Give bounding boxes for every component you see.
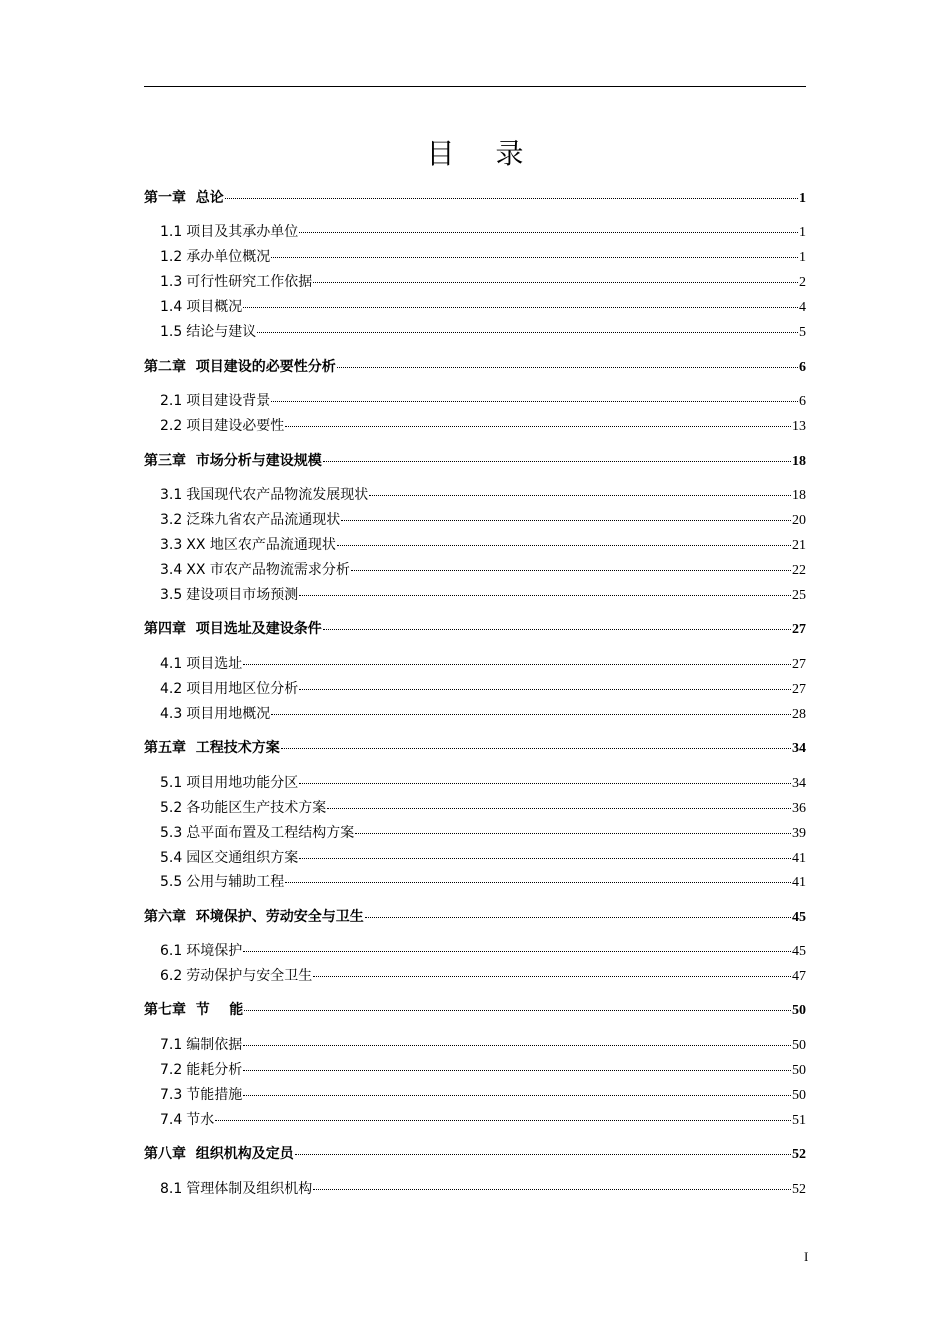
toc-section-entry[interactable] <box>160 797 806 819</box>
toc-entry-number: 3.5 <box>160 587 183 603</box>
toc-dot-leader <box>369 495 791 496</box>
toc-entry-label: 第六章 环境保护、劳动安全与卫生 <box>144 909 364 925</box>
toc-dot-leader <box>313 1189 791 1190</box>
toc-entry-label: 能耗分析 <box>186 1062 243 1078</box>
toc-section-entry[interactable] <box>160 321 806 343</box>
toc-section-entry[interactable] <box>160 1178 806 1200</box>
toc-dot-leader <box>215 1120 791 1121</box>
toc-entry-label: 总平面布置及工程结构方案 <box>186 825 355 841</box>
toc-entry-number: 6.1 <box>160 943 183 959</box>
toc-dot-leader <box>299 595 791 596</box>
toc-entry-page-number: 47 <box>792 969 806 984</box>
toc-entry-number: 2.2 <box>160 418 183 434</box>
toc-entry-label: 园区交通组织方案 <box>186 850 299 866</box>
toc-entry-label: 管理体制及组织机构 <box>186 1181 313 1197</box>
toc-dot-leader <box>351 570 791 571</box>
toc-section-entry[interactable] <box>160 1034 806 1056</box>
toc-entry-page-number: 21 <box>792 538 806 553</box>
toc-entry-number: 4.1 <box>160 656 183 672</box>
toc-entry-label: 我国现代农产品物流发展现状 <box>186 487 369 503</box>
toc-dot-leader <box>295 1154 791 1155</box>
toc-entry-number: 5.1 <box>160 775 183 791</box>
toc-entry-page-number: 18 <box>792 488 806 503</box>
toc-dot-leader <box>299 858 791 859</box>
toc-entry-page-number: 41 <box>792 875 806 890</box>
toc-chapter-entry[interactable] <box>144 906 806 928</box>
toc-entry-label: 结论与建议 <box>186 324 257 340</box>
toc-entry-label: 第三章 市场分析与建设规模 <box>144 453 322 469</box>
header-rule <box>144 86 806 87</box>
toc-entry-number: 4.2 <box>160 681 183 697</box>
toc-entry-page-number: 36 <box>792 801 806 816</box>
toc-entry-page-number: 45 <box>792 910 806 925</box>
toc-entry-label: 可行性研究工作依据 <box>186 274 313 290</box>
toc-entry-label: XX 地区农产品流通现状 <box>186 537 336 553</box>
toc-entry-page-number: 50 <box>792 1088 806 1103</box>
toc-entry-page-number: 52 <box>792 1147 806 1162</box>
toc-entry-number: 3.1 <box>160 487 183 503</box>
toc-entry-label: 第二章 项目建设的必要性分析 <box>144 359 336 375</box>
toc-entry-page-number: 28 <box>792 707 806 722</box>
toc-entry-number: 1.2 <box>160 249 183 265</box>
toc-entry-page-number: 6 <box>799 394 806 409</box>
toc-entry-page-number: 1 <box>799 250 806 265</box>
toc-entry-number: 7.3 <box>160 1087 183 1103</box>
toc-dot-leader <box>271 401 798 402</box>
toc-entry-label: 编制依据 <box>186 1037 243 1053</box>
toc-entry-label: 节能措施 <box>186 1087 243 1103</box>
toc-entry-number: 1.3 <box>160 274 183 290</box>
toc-entry-page-number: 45 <box>792 944 806 959</box>
toc-section-entry[interactable] <box>160 678 806 700</box>
toc-dot-leader <box>257 332 798 333</box>
toc-entry-number: 5.3 <box>160 825 183 841</box>
toc-dot-leader <box>285 426 791 427</box>
toc-section-entry[interactable] <box>160 415 806 437</box>
toc-section-entry[interactable] <box>160 1109 806 1131</box>
toc-dot-leader <box>323 629 791 630</box>
toc-entry-label: 第一章 总论 <box>144 190 224 206</box>
toc-entry-number: 2.1 <box>160 393 183 409</box>
toc-entry-label: 第五章 工程技术方案 <box>144 740 280 756</box>
toc-entry-page-number: 4 <box>799 300 806 315</box>
toc-entry-label: XX 市农产品物流需求分析 <box>186 562 350 578</box>
toc-section-entry[interactable] <box>160 534 806 556</box>
toc-section-entry[interactable] <box>160 653 806 675</box>
toc-entry-page-number: 34 <box>792 741 806 756</box>
toc-entry-page-number: 27 <box>792 622 806 637</box>
toc-entry-number: 5.5 <box>160 874 183 890</box>
toc-entry-number: 3.4 <box>160 562 183 578</box>
toc-dot-leader <box>243 951 791 952</box>
toc-section-entry[interactable] <box>160 871 806 893</box>
toc-entry-number: 1.1 <box>160 224 183 240</box>
toc-entry-number: 1.4 <box>160 299 183 315</box>
toc-section-entry[interactable] <box>160 296 806 318</box>
toc-dot-leader <box>313 976 791 977</box>
toc-dot-leader <box>243 307 798 308</box>
toc-chapter-entry[interactable] <box>144 618 806 640</box>
toc-entry-page-number: 27 <box>792 657 806 672</box>
toc-chapter-entry[interactable] <box>144 450 806 472</box>
toc-entry-number: 7.4 <box>160 1112 183 1128</box>
toc-entry-number: 3.3 <box>160 537 183 553</box>
toc-entry-label: 项目建设必要性 <box>186 418 285 434</box>
toc-entry-page-number: 25 <box>792 588 806 603</box>
footer-page-number: I <box>804 1249 809 1264</box>
toc-section-entry[interactable] <box>160 1059 806 1081</box>
toc-section-entry[interactable] <box>160 772 806 794</box>
toc-entry-label: 各功能区生产技术方案 <box>186 800 327 816</box>
toc-chapter-entry[interactable] <box>144 999 806 1021</box>
toc-entry-page-number: 20 <box>792 513 806 528</box>
toc-entry-label: 节水 <box>186 1112 215 1128</box>
toc-dot-leader <box>299 232 798 233</box>
toc-dot-leader <box>355 833 791 834</box>
toc-dot-leader <box>271 257 798 258</box>
toc-section-entry[interactable] <box>160 1084 806 1106</box>
toc-entry-label: 项目建设背景 <box>186 393 271 409</box>
toc-entry-page-number: 1 <box>799 225 806 240</box>
toc-entry-label: 环境保护 <box>186 943 243 959</box>
toc-dot-leader <box>299 783 791 784</box>
toc-entry-label: 项目用地功能分区 <box>186 775 299 791</box>
toc-entry-label: 第八章 组织机构及定员 <box>144 1146 294 1162</box>
toc-entry-page-number: 18 <box>792 454 806 469</box>
toc-chapter-entry[interactable] <box>144 187 806 209</box>
toc-entry-label: 项目用地区位分析 <box>186 681 299 697</box>
toc-entry-label: 建设项目市场预测 <box>186 587 299 603</box>
toc-entry-page-number: 6 <box>799 360 806 375</box>
toc-dot-leader <box>281 748 791 749</box>
toc-entry-label: 公用与辅助工程 <box>186 874 285 890</box>
toc-entry-page-number: 2 <box>799 275 806 290</box>
toc-entry-number: 6.2 <box>160 968 183 984</box>
toc-entry-page-number: 5 <box>799 325 806 340</box>
toc-section-entry[interactable] <box>160 584 806 606</box>
toc-chapter-entry[interactable] <box>144 1143 806 1165</box>
toc-section-entry[interactable] <box>160 847 806 869</box>
toc-entry-label: 承办单位概况 <box>186 249 271 265</box>
toc-dot-leader <box>327 808 791 809</box>
toc-entry-number: 4.3 <box>160 706 183 722</box>
toc-entry-number: 3.2 <box>160 512 183 528</box>
toc-dot-leader <box>243 1045 791 1046</box>
toc-chapter-entry[interactable] <box>144 737 806 759</box>
toc-section-entry[interactable] <box>160 484 806 506</box>
toc-entry-label: 泛珠九省农产品流通现状 <box>186 512 341 528</box>
toc-entry-page-number: 39 <box>792 826 806 841</box>
toc-dot-leader <box>323 461 791 462</box>
toc-dot-leader <box>299 689 791 690</box>
toc-entry-number: 1.5 <box>160 324 183 340</box>
toc-dot-leader <box>243 1070 791 1071</box>
toc-entry-page-number: 27 <box>792 682 806 697</box>
toc-section-entry[interactable] <box>160 509 806 531</box>
toc-entry-label: 第七章 节 能 <box>144 1002 244 1018</box>
toc-entry-number: 7.2 <box>160 1062 183 1078</box>
toc-entry-page-number: 51 <box>792 1113 806 1128</box>
toc-entry-page-number: 50 <box>792 1003 806 1018</box>
toc-dot-leader <box>313 282 798 283</box>
toc-chapter-entry[interactable] <box>144 356 806 378</box>
toc-section-entry[interactable] <box>160 221 806 243</box>
toc-section-entry[interactable] <box>160 965 806 987</box>
toc-entry-label: 项目概况 <box>186 299 243 315</box>
toc-entry-number: 5.4 <box>160 850 183 866</box>
toc-dot-leader <box>243 1095 791 1096</box>
toc-entry-label: 第四章 项目选址及建设条件 <box>144 621 322 637</box>
toc-entry-page-number: 41 <box>792 851 806 866</box>
toc-section-entry[interactable] <box>160 271 806 293</box>
toc-entry-page-number: 1 <box>799 191 806 206</box>
toc-entry-page-number: 22 <box>792 563 806 578</box>
toc-dot-leader <box>271 714 791 715</box>
toc-dot-leader <box>285 882 791 883</box>
toc-entry-number: 5.2 <box>160 800 183 816</box>
toc-section-entry[interactable] <box>160 246 806 268</box>
toc-dot-leader <box>337 545 791 546</box>
toc-section-entry[interactable] <box>160 703 806 725</box>
toc-title: 目 录 <box>426 137 540 170</box>
toc-entry-page-number: 34 <box>792 776 806 791</box>
toc-entry-page-number: 52 <box>792 1182 806 1197</box>
toc-entry-label: 项目用地概况 <box>186 706 271 722</box>
toc-entry-label: 项目及其承办单位 <box>186 224 299 240</box>
toc-section-entry[interactable] <box>160 822 806 844</box>
toc-entry-page-number: 50 <box>792 1038 806 1053</box>
toc-dot-leader <box>244 1010 791 1011</box>
toc-dot-leader <box>365 917 791 918</box>
toc-entry-label: 项目选址 <box>186 656 243 672</box>
toc-dot-leader <box>225 198 798 199</box>
toc-dot-leader <box>243 664 791 665</box>
toc-entry-page-number: 50 <box>792 1063 806 1078</box>
toc-dot-leader <box>341 520 791 521</box>
toc-entry-number: 7.1 <box>160 1037 183 1053</box>
toc-section-entry[interactable] <box>160 940 806 962</box>
toc-section-entry[interactable] <box>160 390 806 412</box>
toc-entry-label: 劳动保护与安全卫生 <box>186 968 313 984</box>
toc-dot-leader <box>337 367 798 368</box>
toc-entry-page-number: 13 <box>792 419 806 434</box>
toc-section-entry[interactable] <box>160 559 806 581</box>
toc-entry-number: 8.1 <box>160 1181 183 1197</box>
